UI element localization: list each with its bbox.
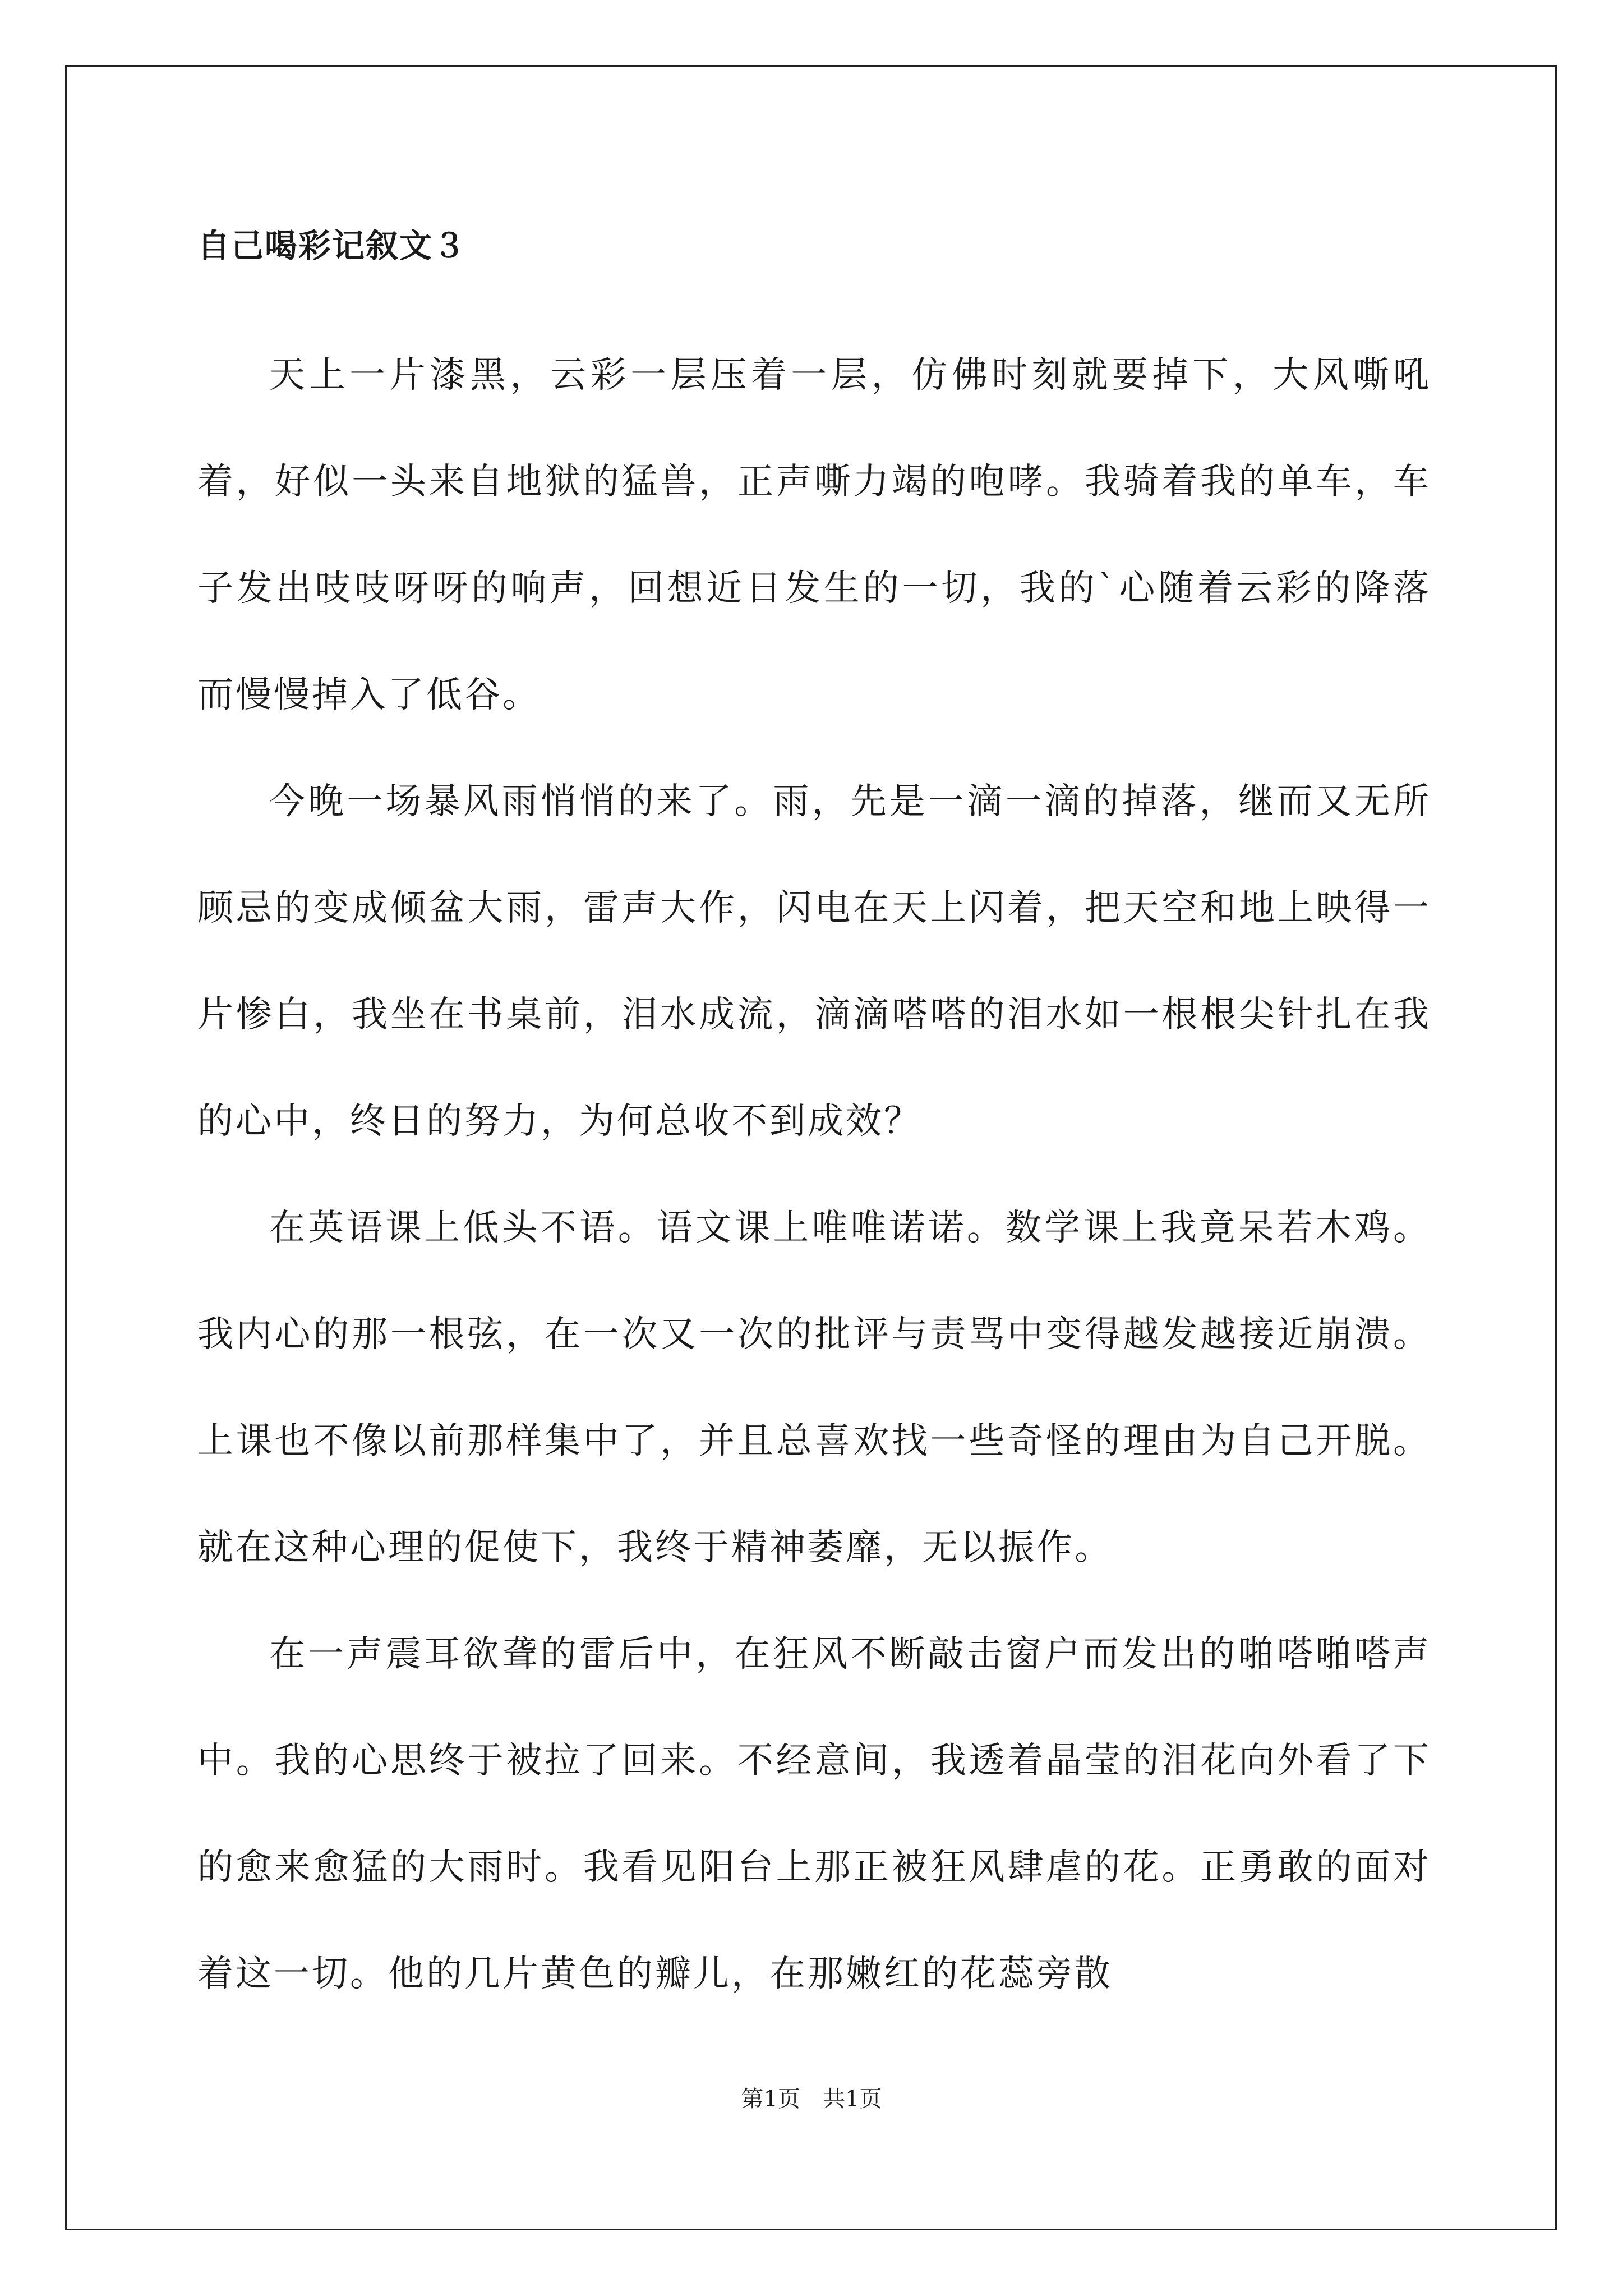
paragraph-4: 在一声震耳欲聋的雷后中，在狂风不断敲击窗户而发出的啪嗒啪嗒声中。我的心思终于被拉了回来。不经意间，我透着晶莹的泪花向外看了下的愈来愈猛的大雨时。我看见阳台上那正被狂风肆虐的花。正勇敢的面对着这一切。他的几片黄色的瓣儿，在那嫩红的花蕊旁散 bbox=[197, 1634, 1431, 1995]
page-number-current: 第1页 bbox=[741, 2086, 800, 2112]
page-footer bbox=[0, 2082, 1623, 2116]
document-body bbox=[197, 218, 1431, 2027]
paragraph-1: 天上一片漆黑，云彩一层压着一层，仿佛时刻就要掉下，大风嘶吼着，好似一头来自地狱的猛兽，正声嘶力竭的咆哮。我骑着我的单车，车子发出吱吱呀呀的响声，回想近日发生的一切，我的`心随着云彩的降落而慢慢掉入了低谷。 bbox=[197, 355, 1431, 716]
page-number-total: 共1页 bbox=[823, 2086, 882, 2112]
document-title: 自己喝彩记叙文３ bbox=[197, 227, 467, 265]
paragraph-3: 在英语课上低头不语。语文课上唯唯诺诺。数学课上我竟呆若木鸡。我内心的那一根弦，在一次又一次的批评与责骂中变得越发越接近崩溃。上课也不像以前那样集中了，并且总喜欢找一些奇怪的理由为自己开脱。就在这种心理的促使下，我终于精神萎靡，无以振作。 bbox=[197, 1207, 1431, 1568]
paragraph-2: 今晚一场暴风雨悄悄的来了。雨，先是一滴一滴的掉落，继而又无所顾忌的变成倾盆大雨，雷声大作，闪电在天上闪着，把天空和地上映得一片惨白，我坐在书桌前，泪水成流，滴滴嗒嗒的泪水如一根根尖针扎在我的心中，终日的努力，为何总收不到成效？ bbox=[197, 781, 1431, 1142]
